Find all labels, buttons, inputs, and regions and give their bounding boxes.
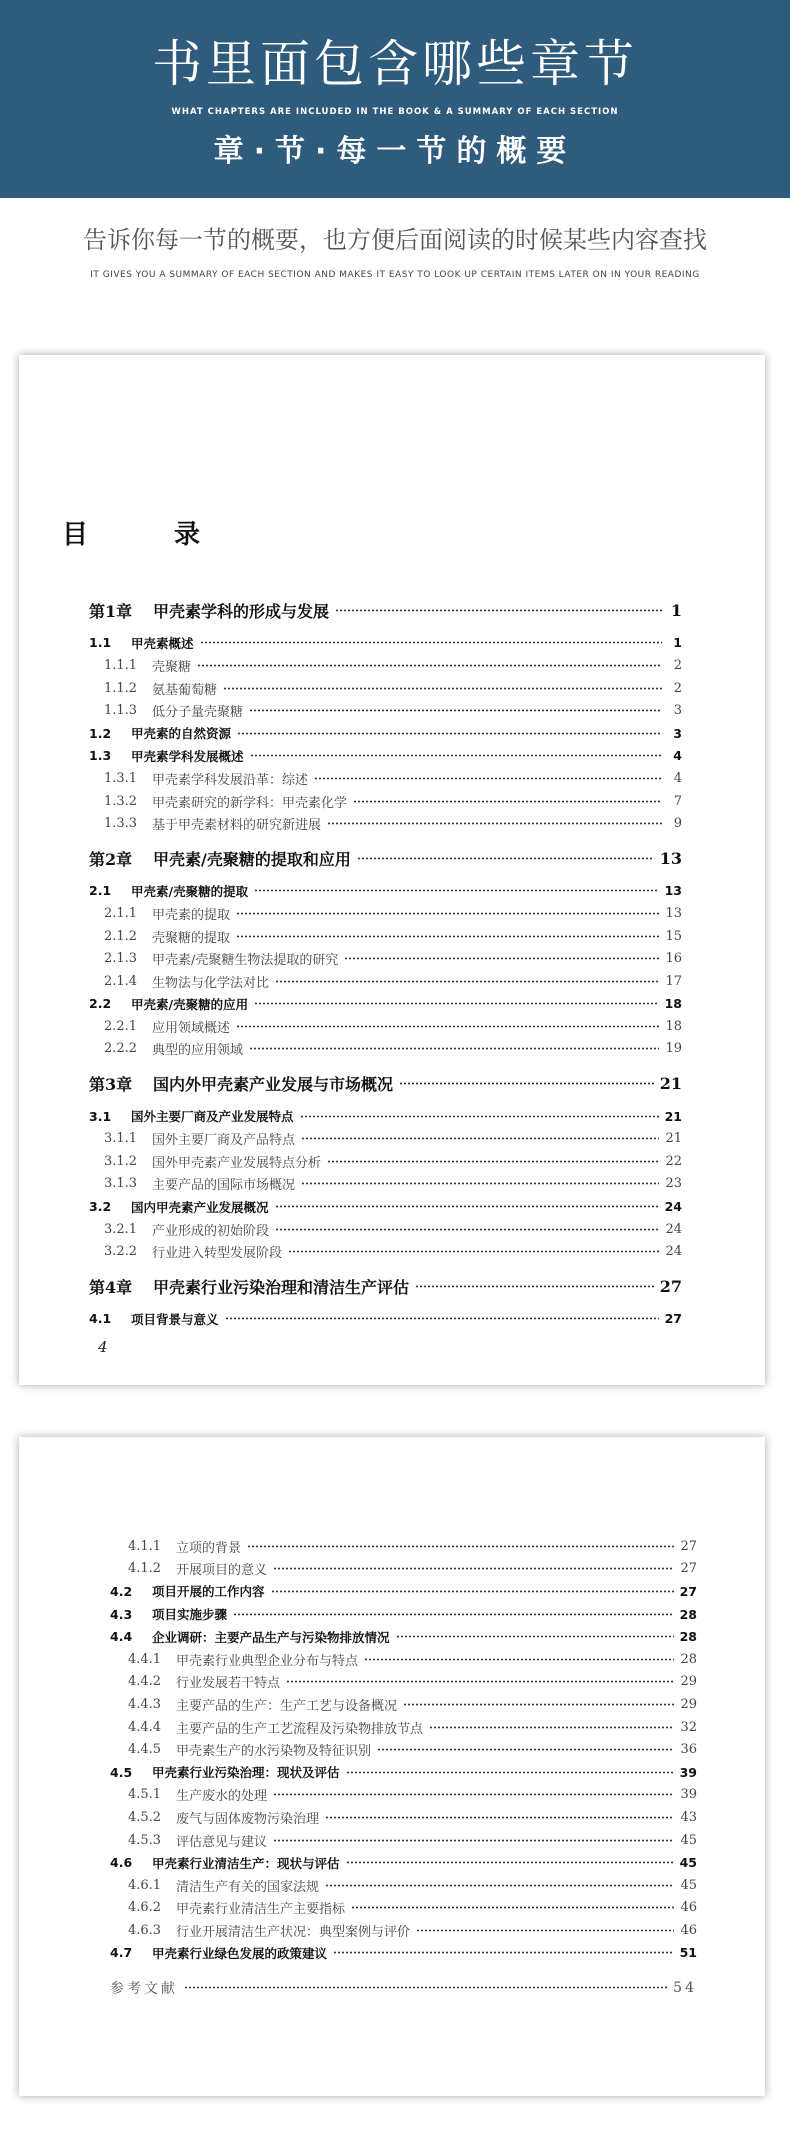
entry-number: 3.1	[89, 1108, 112, 1124]
entry-page: 54	[673, 1979, 697, 1996]
entry-page: 16	[665, 951, 682, 967]
entry-page: 4	[673, 770, 682, 786]
entry-number: 1.2	[89, 725, 112, 741]
entry-page: 39	[679, 1764, 697, 1780]
toc-heading: 目 录	[62, 520, 231, 550]
entry-number: 2.2	[89, 996, 112, 1012]
toc-entry-sub[interactable]	[110, 1648, 697, 1671]
entry-title: 国内外甲壳素产业发展与市场概况	[153, 1075, 394, 1095]
entry-page: 4	[673, 748, 682, 764]
entry-number: 4.7	[110, 1945, 133, 1961]
entry-number: 1.1	[89, 635, 112, 651]
entry-page: 13	[665, 905, 682, 921]
dot-leader	[254, 886, 659, 896]
toc-entry-chapter[interactable]	[89, 1275, 682, 1298]
dot-leader	[273, 1790, 674, 1800]
intro-text-english: IT GIVES YOU A SUMMARY OF EACH SECTION AND MAKES IT EASY TO LOOK UP CERTAIN ITEMS LATER ON IN YOUR READING	[90, 270, 700, 280]
dot-leader	[399, 1079, 654, 1089]
entry-title: 甲壳素行业污染治理：现状及评估	[152, 1765, 340, 1781]
entry-page: 21	[665, 1131, 682, 1147]
entry-title: 壳聚糖的提取	[152, 930, 231, 946]
entry-title: 低分子量壳聚糖	[152, 705, 244, 721]
toc-entry-sub[interactable]	[89, 1038, 682, 1061]
entry-page: 46	[680, 1900, 697, 1916]
entry-page: 15	[665, 928, 682, 944]
dot-leader	[300, 1111, 659, 1121]
dot-leader	[396, 1632, 674, 1642]
entry-number: 第3章	[89, 1075, 133, 1095]
entry-page: 27	[659, 1276, 682, 1296]
entry-number: 4.6	[110, 1855, 133, 1871]
dot-leader	[254, 999, 659, 1009]
entry-number: 4.4.4	[128, 1719, 162, 1735]
entry-page: 21	[659, 1074, 682, 1094]
entry-title: 国外主要厂商及产业发展特点	[131, 1109, 294, 1125]
entry-title: 甲壳素行业绿色发展的政策建议	[152, 1945, 328, 1961]
dot-leader	[344, 954, 659, 964]
entry-number: 4.3	[110, 1606, 133, 1622]
dot-leader	[286, 1677, 674, 1687]
entry-page: 45	[680, 1877, 697, 1893]
entry-number: 2.1.3	[104, 951, 138, 967]
dot-leader	[325, 1812, 674, 1822]
entry-title: 清洁生产有关的国家法规	[176, 1879, 320, 1895]
toc-entry-sub[interactable]	[89, 1127, 682, 1150]
toc-entry-sub[interactable]	[89, 654, 682, 677]
entry-page: 45	[680, 1832, 697, 1848]
toc-entry-section[interactable]	[110, 1580, 697, 1603]
entry-title: 行业开展清洁生产状况：典型案例与评价	[176, 1924, 411, 1940]
toc-entry-section[interactable]	[89, 1195, 682, 1218]
entry-page: 27	[664, 1311, 682, 1327]
entry-title: 废气与固体废物污染治理	[176, 1811, 320, 1827]
english-subtitle: WHAT CHAPTERS ARE INCLUDED IN THE BOOK & A SUMMARY OF EACH SECTION	[171, 107, 619, 117]
toc-entry-sub[interactable]	[89, 1218, 682, 1241]
entry-number: 第1章	[89, 601, 133, 621]
dot-leader	[325, 1880, 674, 1890]
entry-number: 4.1	[89, 1311, 112, 1327]
entry-page: 36	[680, 1742, 697, 1758]
toc-entry-section[interactable]	[89, 1308, 682, 1331]
toc-list-page-1	[89, 587, 682, 1330]
toc-entry-sub[interactable]	[89, 677, 682, 700]
toc-entry-section[interactable]	[89, 745, 682, 768]
entry-number: 3.1.3	[104, 1176, 138, 1192]
toc-entry-section[interactable]	[89, 632, 682, 655]
entry-title: 国外主要厂商及产品特点	[152, 1133, 296, 1149]
toc-entry-section[interactable]	[110, 1603, 697, 1626]
entry-number: 4.6.3	[128, 1922, 162, 1938]
entry-number: 2.1.1	[104, 905, 138, 921]
dot-leader	[273, 1835, 674, 1845]
toc-entry-section[interactable]	[89, 993, 682, 1016]
entry-page: 7	[673, 793, 682, 809]
entry-title: 基于甲壳素材料的研究新进展	[152, 818, 322, 834]
entry-page: 39	[680, 1787, 697, 1803]
toc-entry-sub[interactable]	[89, 925, 682, 948]
entry-page: 2	[673, 680, 682, 696]
entry-number: 1.1.3	[104, 703, 138, 719]
toc-entry-sub[interactable]	[110, 1897, 697, 1920]
entry-number: 1.3.2	[104, 793, 138, 809]
toc-list-page-2	[110, 1535, 697, 1999]
toc-entry-sub[interactable]	[110, 1558, 697, 1581]
entry-page: 23	[665, 1176, 682, 1192]
toc-entry-sub[interactable]	[89, 1173, 682, 1196]
entry-title: 评估意见与建议	[176, 1834, 268, 1850]
entry-number: 1.3	[89, 748, 112, 764]
entry-page: 46	[680, 1922, 697, 1938]
entry-title: 行业进入转型发展阶段	[152, 1246, 283, 1262]
entry-title: 甲壳素的提取	[152, 907, 231, 923]
entry-number: 2.2.2	[104, 1041, 138, 1057]
dot-leader	[197, 660, 662, 670]
entry-page: 3	[673, 703, 682, 719]
dot-leader	[223, 683, 662, 693]
entry-title: 甲壳素的自然资源	[131, 726, 232, 742]
dot-leader	[377, 1745, 674, 1755]
toc-entry-section[interactable]	[110, 1761, 697, 1784]
toc-entry-sub[interactable]	[89, 1150, 682, 1173]
entry-page: 22	[665, 1153, 682, 1169]
entry-title: 生产废水的处理	[176, 1789, 268, 1805]
dot-leader	[416, 1925, 674, 1935]
entry-title: 主要产品的国际市场概况	[152, 1178, 296, 1194]
entry-title: 甲壳素概述	[131, 635, 194, 651]
entry-page: 18	[665, 1018, 682, 1034]
toc-entry-section[interactable]	[89, 880, 682, 903]
entry-number: 第2章	[89, 849, 133, 869]
entry-title: 甲壳素学科发展概述	[131, 748, 244, 764]
toc-entry-sub[interactable]	[89, 767, 682, 790]
entry-page: 27	[680, 1538, 697, 1554]
entry-number: 1.3.1	[104, 770, 138, 786]
entry-page: 29	[680, 1696, 697, 1712]
entry-number: 4.4.3	[128, 1696, 162, 1712]
entry-number: 1.1.2	[104, 680, 138, 696]
entry-number: 4.5.1	[128, 1787, 162, 1803]
entry-page: 24	[665, 1244, 682, 1260]
dot-leader	[429, 1722, 674, 1732]
entry-page: 21	[664, 1108, 682, 1124]
entry-title: 甲壳素行业典型企业分布与特点	[176, 1653, 359, 1669]
toc-entry-sub[interactable]	[110, 1806, 697, 1829]
entry-page: 28	[679, 1606, 697, 1622]
entry-title: 国外甲壳素产业发展特点分析	[152, 1155, 322, 1171]
subtitle: 章·节·每一节的概要	[213, 134, 577, 169]
entry-number: 4.6.1	[128, 1877, 162, 1893]
entry-title: 立项的背景	[176, 1540, 242, 1556]
entry-number: 3.1.1	[104, 1131, 138, 1147]
entry-title: 开展项目的意义	[176, 1563, 268, 1579]
toc-entry-sub[interactable]	[89, 1015, 682, 1038]
entry-title: 甲壳素/壳聚糖的提取	[131, 883, 249, 899]
entry-title: 典型的应用领域	[152, 1043, 244, 1059]
dot-leader	[403, 1699, 674, 1709]
entry-title: 项目开展的工作内容	[152, 1584, 265, 1600]
dot-leader	[314, 773, 662, 783]
entry-title: 甲壳素行业污染治理和清洁生产评估	[153, 1277, 410, 1297]
entry-number: 第4章	[89, 1277, 133, 1297]
entry-title: 企业调研：主要产品生产与污染物排放情况	[152, 1629, 390, 1645]
entry-page: 45	[679, 1855, 697, 1871]
toc-entry-section[interactable]	[89, 722, 682, 745]
toc-entry-section[interactable]	[89, 1105, 682, 1128]
dot-leader	[301, 1179, 659, 1189]
entry-title: 主要产品的生产：生产工艺与设备概况	[176, 1698, 398, 1714]
entry-number: 4.5	[110, 1764, 133, 1780]
dot-leader	[250, 751, 662, 761]
dot-leader	[327, 1156, 659, 1166]
dot-leader	[247, 1541, 674, 1551]
dot-leader	[275, 976, 659, 986]
entry-number: 3.2	[89, 1199, 112, 1215]
toc-entry-section[interactable]	[110, 1942, 697, 1965]
entry-title: 应用领域概述	[152, 1020, 231, 1036]
entry-number: 1.1.1	[104, 657, 138, 673]
entry-title: 项目实施步骤	[152, 1607, 228, 1623]
entry-title: 产业形成的初始阶段	[152, 1223, 270, 1239]
dot-leader	[237, 728, 662, 738]
entry-number: 4.5.3	[128, 1832, 162, 1848]
toc-entry-sub[interactable]	[89, 699, 682, 722]
toc-entry-sub[interactable]	[89, 790, 682, 813]
entry-page: 24	[664, 1199, 682, 1215]
entry-page: 2	[673, 657, 682, 673]
entry-page: 43	[680, 1809, 697, 1825]
toc-entry-section[interactable]	[110, 1625, 697, 1648]
toc-entry-sub[interactable]	[89, 947, 682, 970]
entry-number: 3.2.1	[104, 1221, 138, 1237]
dot-leader	[346, 1858, 674, 1868]
entry-number: 4.4.5	[128, 1742, 162, 1758]
dot-leader	[275, 1202, 659, 1212]
toc-entry-sub[interactable]	[110, 1919, 697, 1942]
entry-title: 甲壳素行业清洁生产主要指标	[176, 1902, 346, 1918]
entry-title: 甲壳素行业清洁生产：现状与评估	[152, 1855, 340, 1871]
toc-entry-sub[interactable]	[89, 1240, 682, 1263]
entry-title: 主要产品的生产工艺流程及污染物排放节点	[176, 1721, 424, 1737]
dot-leader	[233, 1609, 674, 1619]
dot-leader	[275, 1224, 659, 1234]
dot-leader	[351, 1903, 674, 1913]
dot-leader	[200, 638, 662, 648]
toc-entry-chapter[interactable]	[89, 599, 682, 622]
entry-number: 2.1.4	[104, 973, 138, 989]
entry-page: 19	[665, 1041, 682, 1057]
entry-title: 甲壳素/壳聚糖的应用	[131, 996, 249, 1012]
toc-entry-sub[interactable]	[110, 1738, 697, 1761]
dot-leader	[236, 931, 659, 941]
toc-entry-sub[interactable]	[110, 1829, 697, 1852]
toc-entry-section[interactable]	[110, 1851, 697, 1874]
dot-leader	[225, 1314, 659, 1324]
entry-title: 氨基葡萄糖	[152, 682, 218, 698]
entry-title: 甲壳素生产的水污染物及特征识别	[176, 1744, 372, 1760]
entry-number: 4.1.1	[128, 1538, 162, 1554]
dot-leader	[353, 796, 662, 806]
entry-number: 1.3.3	[104, 816, 138, 832]
entry-page: 9	[673, 816, 682, 832]
dot-leader	[327, 819, 662, 829]
entry-title: 参考文献	[110, 1980, 178, 1997]
entry-title: 甲壳素/壳聚糖的提取和应用	[153, 849, 351, 869]
entry-page: 3	[673, 725, 682, 741]
entry-number: 4.4.2	[128, 1674, 162, 1690]
dot-leader	[236, 1021, 659, 1031]
dot-leader	[301, 1134, 659, 1144]
toc-entry-sub[interactable]	[110, 1784, 697, 1807]
entry-page: 13	[659, 848, 682, 868]
entry-title: 甲壳素研究的新学科：甲壳素化学	[152, 795, 348, 811]
dot-leader	[236, 908, 659, 918]
entry-title: 壳聚糖	[152, 659, 192, 675]
entry-number: 4.1.2	[128, 1561, 162, 1577]
entry-page: 13	[664, 883, 682, 899]
entry-page: 51	[679, 1945, 697, 1961]
entry-number: 4.4	[110, 1629, 133, 1645]
entry-number: 3.1.2	[104, 1153, 138, 1169]
toc-entry-sub[interactable]	[110, 1693, 697, 1716]
entry-title: 国内甲壳素产业发展概况	[131, 1199, 269, 1215]
entry-page: 27	[679, 1583, 697, 1599]
dot-leader	[333, 1948, 674, 1958]
toc-entry-sub[interactable]	[110, 1671, 697, 1694]
toc-entry-ref[interactable]	[110, 1976, 697, 1999]
dot-leader	[415, 1281, 654, 1291]
toc-entry-sub[interactable]	[89, 970, 682, 993]
dot-leader	[249, 706, 662, 716]
entry-page: 28	[680, 1651, 697, 1667]
dot-leader	[357, 853, 654, 863]
dot-leader	[249, 1044, 659, 1054]
toc-entry-sub[interactable]	[110, 1535, 697, 1558]
dot-leader	[271, 1586, 674, 1596]
entry-page: 18	[664, 996, 682, 1012]
entry-page: 27	[680, 1561, 697, 1577]
entry-number: 2.2.1	[104, 1018, 138, 1034]
entry-page: 1	[670, 600, 682, 620]
entry-number: 2.1	[89, 883, 112, 899]
dot-leader	[364, 1654, 674, 1664]
toc-entry-chapter[interactable]	[89, 847, 682, 870]
entry-title: 生物法与化学法对比	[152, 975, 270, 991]
toc-entry-sub[interactable]	[110, 1874, 697, 1897]
entry-number: 2.1.2	[104, 928, 138, 944]
page-number: 4	[98, 1338, 108, 1356]
toc-entry-sub[interactable]	[89, 812, 682, 835]
entry-title: 项目背景与意义	[131, 1311, 219, 1327]
entry-number: 4.4.1	[128, 1651, 162, 1667]
entry-page: 32	[680, 1719, 697, 1735]
dot-leader	[184, 1983, 667, 1993]
entry-page: 29	[680, 1674, 697, 1690]
entry-number: 4.6.2	[128, 1900, 162, 1916]
entry-number: 3.2.2	[104, 1244, 138, 1260]
dot-leader	[346, 1767, 674, 1777]
dot-leader	[335, 605, 662, 615]
entry-page: 28	[679, 1629, 697, 1645]
entry-title: 甲壳素/壳聚糖生物法提取的研究	[152, 953, 339, 969]
toc-entry-sub[interactable]	[89, 902, 682, 925]
toc-entry-sub[interactable]	[110, 1716, 697, 1739]
dot-leader	[273, 1564, 674, 1574]
toc-entry-chapter[interactable]	[89, 1072, 682, 1095]
entry-title: 甲壳素学科的形成与发展	[153, 601, 330, 621]
intro-text: 告诉你每一节的概要，也方便后面阅读的时候某些内容查找	[83, 226, 707, 254]
entry-title: 行业发展若干特点	[176, 1676, 281, 1692]
entry-page: 24	[665, 1221, 682, 1237]
entry-title: 甲壳素学科发展沿革：综述	[152, 772, 309, 788]
entry-page: 1	[673, 635, 682, 651]
entry-number: 4.2	[110, 1583, 133, 1599]
entry-number: 4.5.2	[128, 1809, 162, 1825]
dot-leader	[288, 1247, 659, 1257]
entry-page: 17	[665, 973, 682, 989]
page-title: 书里面包含哪些章节	[152, 35, 638, 93]
